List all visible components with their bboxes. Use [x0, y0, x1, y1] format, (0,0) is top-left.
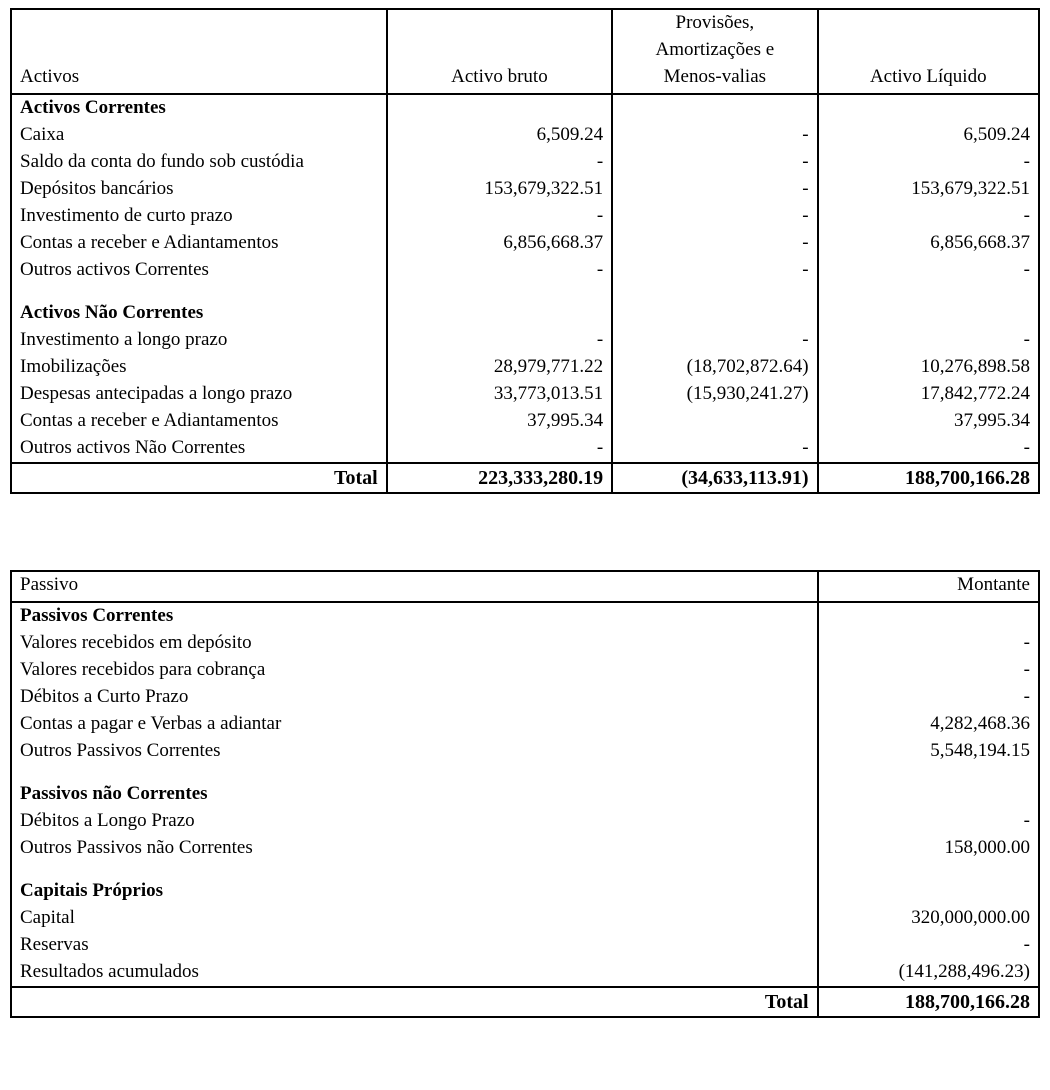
row-net: 153,679,322.51 — [818, 176, 1039, 203]
row-gross: - — [387, 435, 612, 463]
liabilities-header-label: Passivo — [11, 571, 818, 602]
liabilities-total-row — [11, 987, 1039, 1017]
row-gross: 6,509.24 — [387, 122, 612, 149]
assets-header-provisions-line1: Provisões, — [675, 12, 755, 33]
table-row — [11, 835, 1039, 862]
table-row — [11, 711, 1039, 738]
row-label: Valores recebidos em depósito — [20, 631, 252, 653]
row-amount: 4,282,468.36 — [818, 711, 1039, 738]
row-amount: - — [818, 657, 1039, 684]
row-net: - — [818, 149, 1039, 176]
table-row — [11, 94, 1039, 122]
row-label: Contas a receber e Adiantamentos — [20, 409, 279, 431]
assets-section-title: Activos Correntes — [20, 96, 166, 118]
table-row — [11, 808, 1039, 835]
table-row — [11, 408, 1039, 435]
empty-cell — [387, 284, 612, 300]
row-gross: - — [387, 149, 612, 176]
table-row — [11, 878, 1039, 905]
row-provisions: (15,930,241.27) — [612, 381, 817, 408]
spacer-row — [11, 862, 1039, 878]
table-row — [11, 230, 1039, 257]
row-gross: - — [387, 257, 612, 284]
table-row — [11, 122, 1039, 149]
liabilities-total-amount: 188,700,166.28 — [818, 987, 1039, 1017]
row-label: Resultados acumulados — [20, 960, 199, 982]
row-label: Saldo da conta do fundo sob custódia — [20, 150, 304, 172]
liabilities-section-title: Passivos Correntes — [20, 604, 174, 626]
row-gross: 6,856,668.37 — [387, 230, 612, 257]
table-row — [11, 354, 1039, 381]
row-net: 6,856,668.37 — [818, 230, 1039, 257]
row-label: Outros Passivos não Correntes — [20, 836, 253, 858]
row-label: Outros activos Correntes — [20, 258, 209, 280]
table-row — [11, 149, 1039, 176]
table-row — [11, 176, 1039, 203]
assets-total-label: Total — [11, 463, 387, 493]
row-gross: 33,773,013.51 — [387, 381, 612, 408]
row-provisions: (18,702,872.64) — [612, 354, 817, 381]
row-net: - — [818, 203, 1039, 230]
empty-cell — [387, 300, 612, 327]
assets-section-title: Activos Não Correntes — [20, 301, 204, 323]
liabilities-section-title: Capitais Próprios — [20, 879, 164, 901]
table-row — [11, 435, 1039, 463]
row-amount: - — [818, 808, 1039, 835]
row-provisions — [612, 408, 817, 435]
row-net: - — [818, 435, 1039, 463]
assets-total-gross: 223,333,280.19 — [387, 463, 612, 493]
empty-cell — [818, 765, 1039, 781]
row-label: Capital — [20, 906, 75, 928]
table-row — [11, 781, 1039, 808]
table-row — [11, 602, 1039, 630]
row-amount: 320,000,000.00 — [818, 905, 1039, 932]
assets-total-provisions: (34,633,113.91) — [612, 463, 817, 493]
table-row — [11, 327, 1039, 354]
row-gross: - — [387, 203, 612, 230]
row-label: Valores recebidos para cobrança — [20, 658, 266, 680]
empty-cell — [11, 765, 818, 781]
row-provisions: - — [612, 203, 817, 230]
row-amount: 158,000.00 — [818, 835, 1039, 862]
assets-total-net: 188,700,166.28 — [818, 463, 1039, 493]
table-row — [11, 630, 1039, 657]
liabilities-section-title: Passivos não Correntes — [20, 782, 208, 804]
row-label: Caixa — [20, 123, 65, 145]
row-provisions: - — [612, 176, 817, 203]
assets-total-row — [11, 463, 1039, 493]
row-net: 37,995.34 — [818, 408, 1039, 435]
liabilities-header-amount: Montante — [818, 571, 1039, 602]
empty-cell — [818, 284, 1039, 300]
row-label: Depósitos bancários — [20, 177, 174, 199]
row-label: Investimento a longo prazo — [20, 328, 228, 350]
row-net: 6,509.24 — [818, 122, 1039, 149]
row-provisions: - — [612, 257, 817, 284]
row-label: Investimento de curto prazo — [20, 204, 233, 226]
row-label: Reservas — [20, 933, 89, 955]
row-amount: - — [818, 932, 1039, 959]
empty-cell — [612, 284, 817, 300]
table-row — [11, 381, 1039, 408]
liabilities-header-row — [11, 571, 1039, 602]
row-net: 10,276,898.58 — [818, 354, 1039, 381]
row-label: Despesas antecipadas a longo prazo — [20, 382, 293, 404]
row-amount: (141,288,496.23) — [818, 959, 1039, 987]
assets-header-gross-text: Activo bruto — [451, 65, 548, 87]
row-label: Contas a receber e Adiantamentos — [20, 231, 279, 253]
assets-header-provisions — [612, 9, 817, 94]
table-row — [11, 959, 1039, 987]
row-provisions: - — [612, 230, 817, 257]
empty-cell — [818, 602, 1039, 630]
liabilities-total-label: Total — [11, 987, 818, 1017]
empty-cell — [818, 781, 1039, 808]
row-provisions: - — [612, 149, 817, 176]
row-provisions: - — [612, 122, 817, 149]
liabilities-table — [10, 570, 1040, 1018]
table-row — [11, 657, 1039, 684]
assets-header-gross — [387, 9, 612, 94]
assets-header-row — [11, 9, 1039, 94]
assets-header-provisions-line2: Amortizações e — [655, 38, 775, 60]
row-gross: 37,995.34 — [387, 408, 612, 435]
row-gross: 153,679,322.51 — [387, 176, 612, 203]
row-net: - — [818, 257, 1039, 284]
row-provisions: - — [612, 435, 817, 463]
row-net: 17,842,772.24 — [818, 381, 1039, 408]
row-amount: - — [818, 630, 1039, 657]
assets-header-label: Activos — [11, 9, 387, 94]
empty-cell — [818, 94, 1039, 122]
table-row — [11, 203, 1039, 230]
table-row — [11, 932, 1039, 959]
spacer-row — [11, 284, 1039, 300]
row-amount: - — [818, 684, 1039, 711]
empty-cell — [818, 300, 1039, 327]
table-row — [11, 738, 1039, 765]
assets-table — [10, 8, 1040, 494]
row-amount: 5,548,194.15 — [818, 738, 1039, 765]
empty-cell — [11, 862, 818, 878]
table-row — [11, 684, 1039, 711]
table-row — [11, 905, 1039, 932]
row-label: Outros Passivos Correntes — [20, 739, 221, 761]
row-label: Contas a pagar e Verbas a adiantar — [20, 712, 282, 734]
row-label: Débitos a Curto Prazo — [20, 685, 189, 707]
table-row — [11, 257, 1039, 284]
empty-cell — [612, 94, 817, 122]
empty-cell — [11, 284, 387, 300]
row-label: Imobilizações — [20, 355, 127, 377]
row-net: - — [818, 327, 1039, 354]
row-label: Débitos a Longo Prazo — [20, 809, 195, 831]
assets-header-net — [818, 9, 1039, 94]
spacer-row — [11, 765, 1039, 781]
empty-cell — [818, 878, 1039, 905]
empty-cell — [387, 94, 612, 122]
empty-cell — [818, 862, 1039, 878]
row-label: Outros activos Não Correntes — [20, 436, 246, 458]
assets-header-provisions-line3: Menos-valias — [663, 65, 767, 87]
assets-header-net-text: Activo Líquido — [869, 65, 987, 87]
row-gross: - — [387, 327, 612, 354]
row-gross: 28,979,771.22 — [387, 354, 612, 381]
table-row — [11, 300, 1039, 327]
empty-cell — [612, 300, 817, 327]
row-provisions: - — [612, 327, 817, 354]
